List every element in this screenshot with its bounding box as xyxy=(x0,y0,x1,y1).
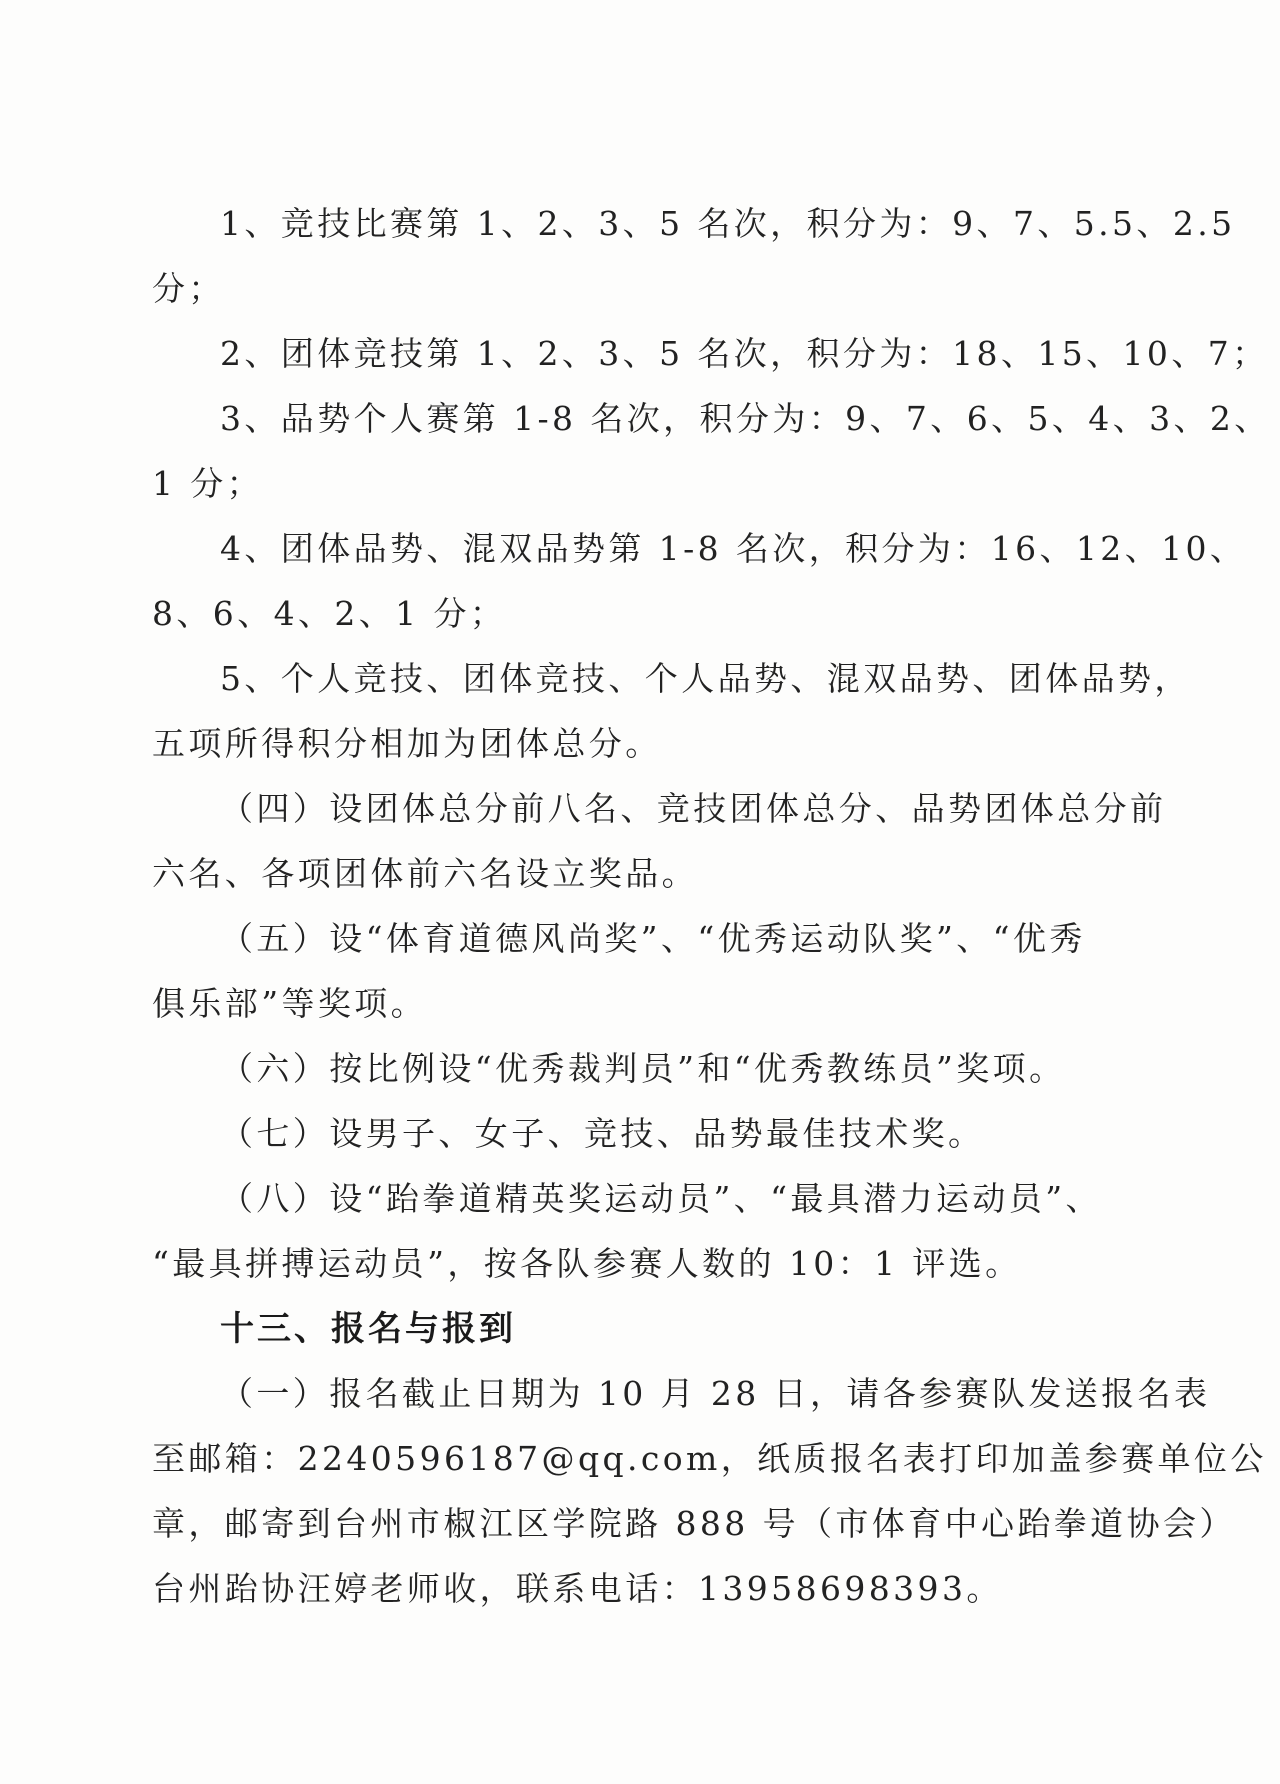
paragraph-line: 俱乐部”等奖项。 xyxy=(152,984,428,1023)
paragraph-line: （八）设“跆拳道精英奖运动员”、“最具潜力运动员”、 xyxy=(220,1179,1102,1218)
paragraph-line: （六）按比例设“优秀裁判员”和“优秀教练员”奖项。 xyxy=(220,1049,1066,1088)
paragraph-line: 章，邮寄到台州市椒江区学院路 888 号（市体育中心跆拳道协会） xyxy=(152,1504,1236,1543)
paragraph-line: 4、团体品势、混双品势第 1-8 名次，积分为：16、12、10、 xyxy=(220,529,1247,568)
paragraph-line: 1 分； xyxy=(152,464,264,503)
paragraph-line: （五）设“体育道德风尚奖”、“优秀运动队奖”、“优秀 xyxy=(220,919,1086,958)
paragraph-line: （七）设男子、女子、竞技、品势最佳技术奖。 xyxy=(220,1114,985,1153)
paragraph-line: 5、个人竞技、团体竞技、个人品势、混双品势、团体品势， xyxy=(220,659,1191,698)
paragraph-line: 8、6、4、2、1 分； xyxy=(152,594,507,633)
paragraph-line: 五项所得积分相加为团体总分。 xyxy=(152,724,662,763)
section-heading: 十三、报名与报到 xyxy=(220,1309,516,1349)
paragraph-line: （四）设团体总分前八名、竞技团体总分、品势团体总分前 xyxy=(220,789,1167,828)
paragraph-line: “最具拼搏运动员”，按各队参赛人数的 10：1 评选。 xyxy=(152,1244,1022,1283)
paragraph-line: 分； xyxy=(152,269,225,308)
paragraph-line: （一）报名截止日期为 10 月 28 日，请各参赛队发送报名表 xyxy=(220,1374,1211,1413)
paragraph-line: 1、竞技比赛第 1、2、3、5 名次，积分为：9、7、5.5、2.5 xyxy=(220,204,1236,243)
paragraph-line: 六名、各项团体前六名设立奖品。 xyxy=(152,854,698,893)
paragraph-line: 2、团体竞技第 1、2、3、5 名次，积分为：18、15、10、7； xyxy=(220,334,1269,373)
paragraph-line: 台州跆协汪婷老师收，联系电话：13958698393。 xyxy=(152,1569,1003,1608)
paragraph-line: 3、品势个人赛第 1-8 名次，积分为：9、7、6、5、4、3、2、 xyxy=(220,399,1271,438)
paragraph-line: 至邮箱：2240596187@qq.com，纸质报名表打印加盖参赛单位公 xyxy=(152,1439,1267,1478)
